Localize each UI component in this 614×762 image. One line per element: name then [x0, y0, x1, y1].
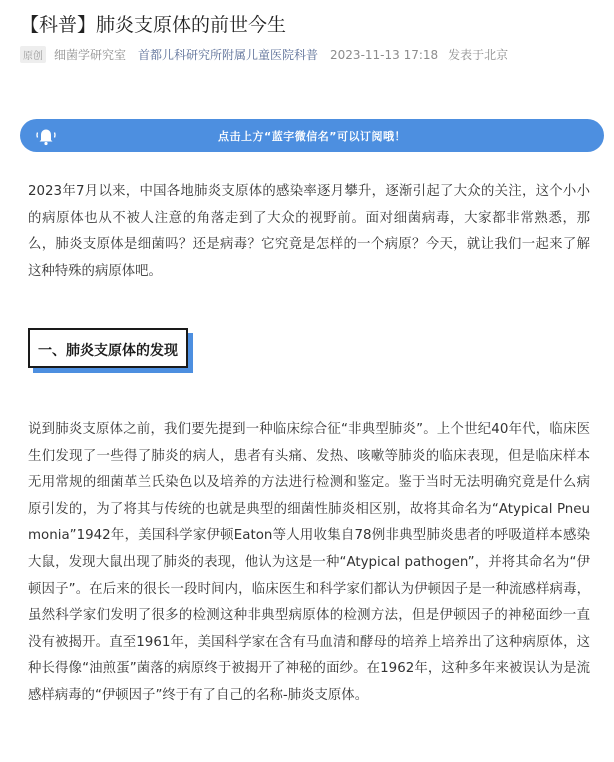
publish-location: 发表于北京: [448, 48, 509, 62]
original-badge: 原创: [20, 46, 46, 63]
account-name-link[interactable]: 首都儿科研究所附属儿童医院科普: [138, 48, 319, 62]
section-heading-box: [28, 328, 188, 368]
section-paragraph: 说到肺炎支原体之前，我们要先提到一种临床综合征“非典型肺炎”。上个世纪40年代，临床医生们发现了一些得了肺炎的病人，患者有头痛、发热、咳嗽等肺炎的临床表现，但是临床样本无用常规的细菌革兰氏染色以及培养的方法进行检测和鉴定。鉴于当时无法明确究竟是什么病原引发的，为了将其与传统的也就是典型的细菌性肺炎相区别，故将其命名为“Atypical Pneumonia”1942年，美国科学家伊顿Eaton等人用收集自78例非典型肺炎患者的呼吸道样本感染大鼠，发现大鼠出现了肺炎的表现，他认为这是一种“Atypical pathogen”，并将其命名为“伊顿因子”。在后来的很长一段时间内，临床医生和科学家们都认为伊顿因子是一种流感样病毒，虽然科学家们发明了很多的检测这种非典型病原体的检测方法，但是伊顿因子的神秘面纱一直没有被揭开。直至1961年，美国科学家在含有马血清和酵母的培养上培养出了这种病原体，这种长得像“油煎蛋”菌落的病原终于被揭开了神秘的面纱。在1962年，这种多年来被误认为是流感样病毒的“伊顿因子”终于有了自己的名称-肺炎支原体。: [28, 422, 590, 703]
subscribe-text: 点击上方“蓝字微信名”可以订阅哦！: [218, 130, 406, 143]
article-title: 【科普】肺炎支原体的前世今生: [20, 14, 287, 36]
subscribe-banner[interactable]: [20, 119, 604, 152]
publish-time: 2023-11-13 17:18: [330, 47, 439, 62]
author-name: 细菌学研究室: [54, 48, 127, 62]
article-meta: [20, 46, 508, 63]
intro-paragraph: 2023年7月以来，中国各地肺炎支原体的感染率逐月攀升，逐渐引起了大众的关注，这个小小的病原体也从不被人注意的角落走到了大众的视野前。面对细菌病毒，大家都非常熟悉，那么，肺炎支原体是细菌吗？还是病毒？它究竟是怎样的一个病原？今天，就让我们一起来了解这种特殊的病原体吧。: [28, 184, 590, 279]
section-heading: 一、肺炎支原体的发现: [38, 343, 178, 359]
